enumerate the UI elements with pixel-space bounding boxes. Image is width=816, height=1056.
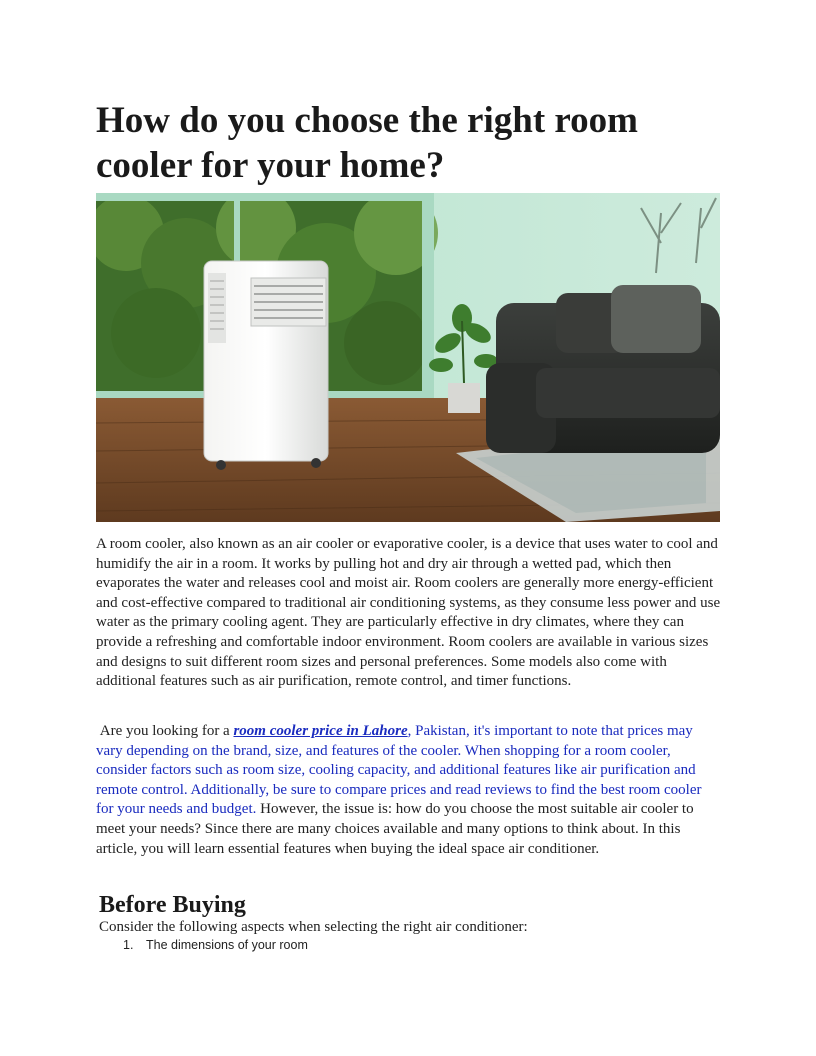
page-title: How do you choose the right room cooler for your home? (96, 100, 638, 186)
section-intro-text: Consider the following aspects when selecting the right air conditioner: (99, 919, 528, 935)
section-heading: Before Buying (99, 892, 246, 918)
list-item (123, 937, 308, 954)
list-item-text: The dimensions of your room (146, 938, 308, 952)
list-item-number: 1. (123, 938, 134, 952)
price-paragraph (96, 722, 722, 859)
price-paragraph-highlight: , Pakistan, it's important to note that prices may vary depending on the brand, size, and features of the cooler. When shopping for a room cooler, consider factors such as room size, cooling capacity, and additional features like air purification and remote control. Additionally, be sure to compare prices and read reviews to find the best room cooler for your needs and budget. (96, 723, 702, 818)
price-paragraph-lead: Are you looking for a (99, 723, 234, 739)
room-cooler-photo (96, 193, 720, 522)
price-paragraph-rest: However, the issue is: how do you choose the most suitable air cooler to meet your needs? Since there are many choices available and many options to think about. In this article, you will learn essential features when buying the ideal space air conditioner. (96, 801, 694, 857)
room-cooler-price-link[interactable]: room cooler price in Lahore (233, 723, 408, 739)
intro-paragraph: A room cooler, also known as an air cooler or evaporative cooler, is a device that uses water to cool and humidify the air in a room. It works by pulling hot and dry air through a wetted pad, which then evaporates the water and releases cool and moist air. Room coolers are generally more energy-efficient and cost-effective compared to traditional air conditioning systems, as they consume less power and use water as the primary cooling agent. They are particularly effective in dry climates, where they can provide a refreshing and comfortable indoor environment. Room coolers are available in various sizes and designs to suit different room sizes and personal preferences. Some models also come with additional features such as air purification, remote control, and timer functions. (96, 536, 721, 690)
aspects-list (123, 937, 308, 954)
